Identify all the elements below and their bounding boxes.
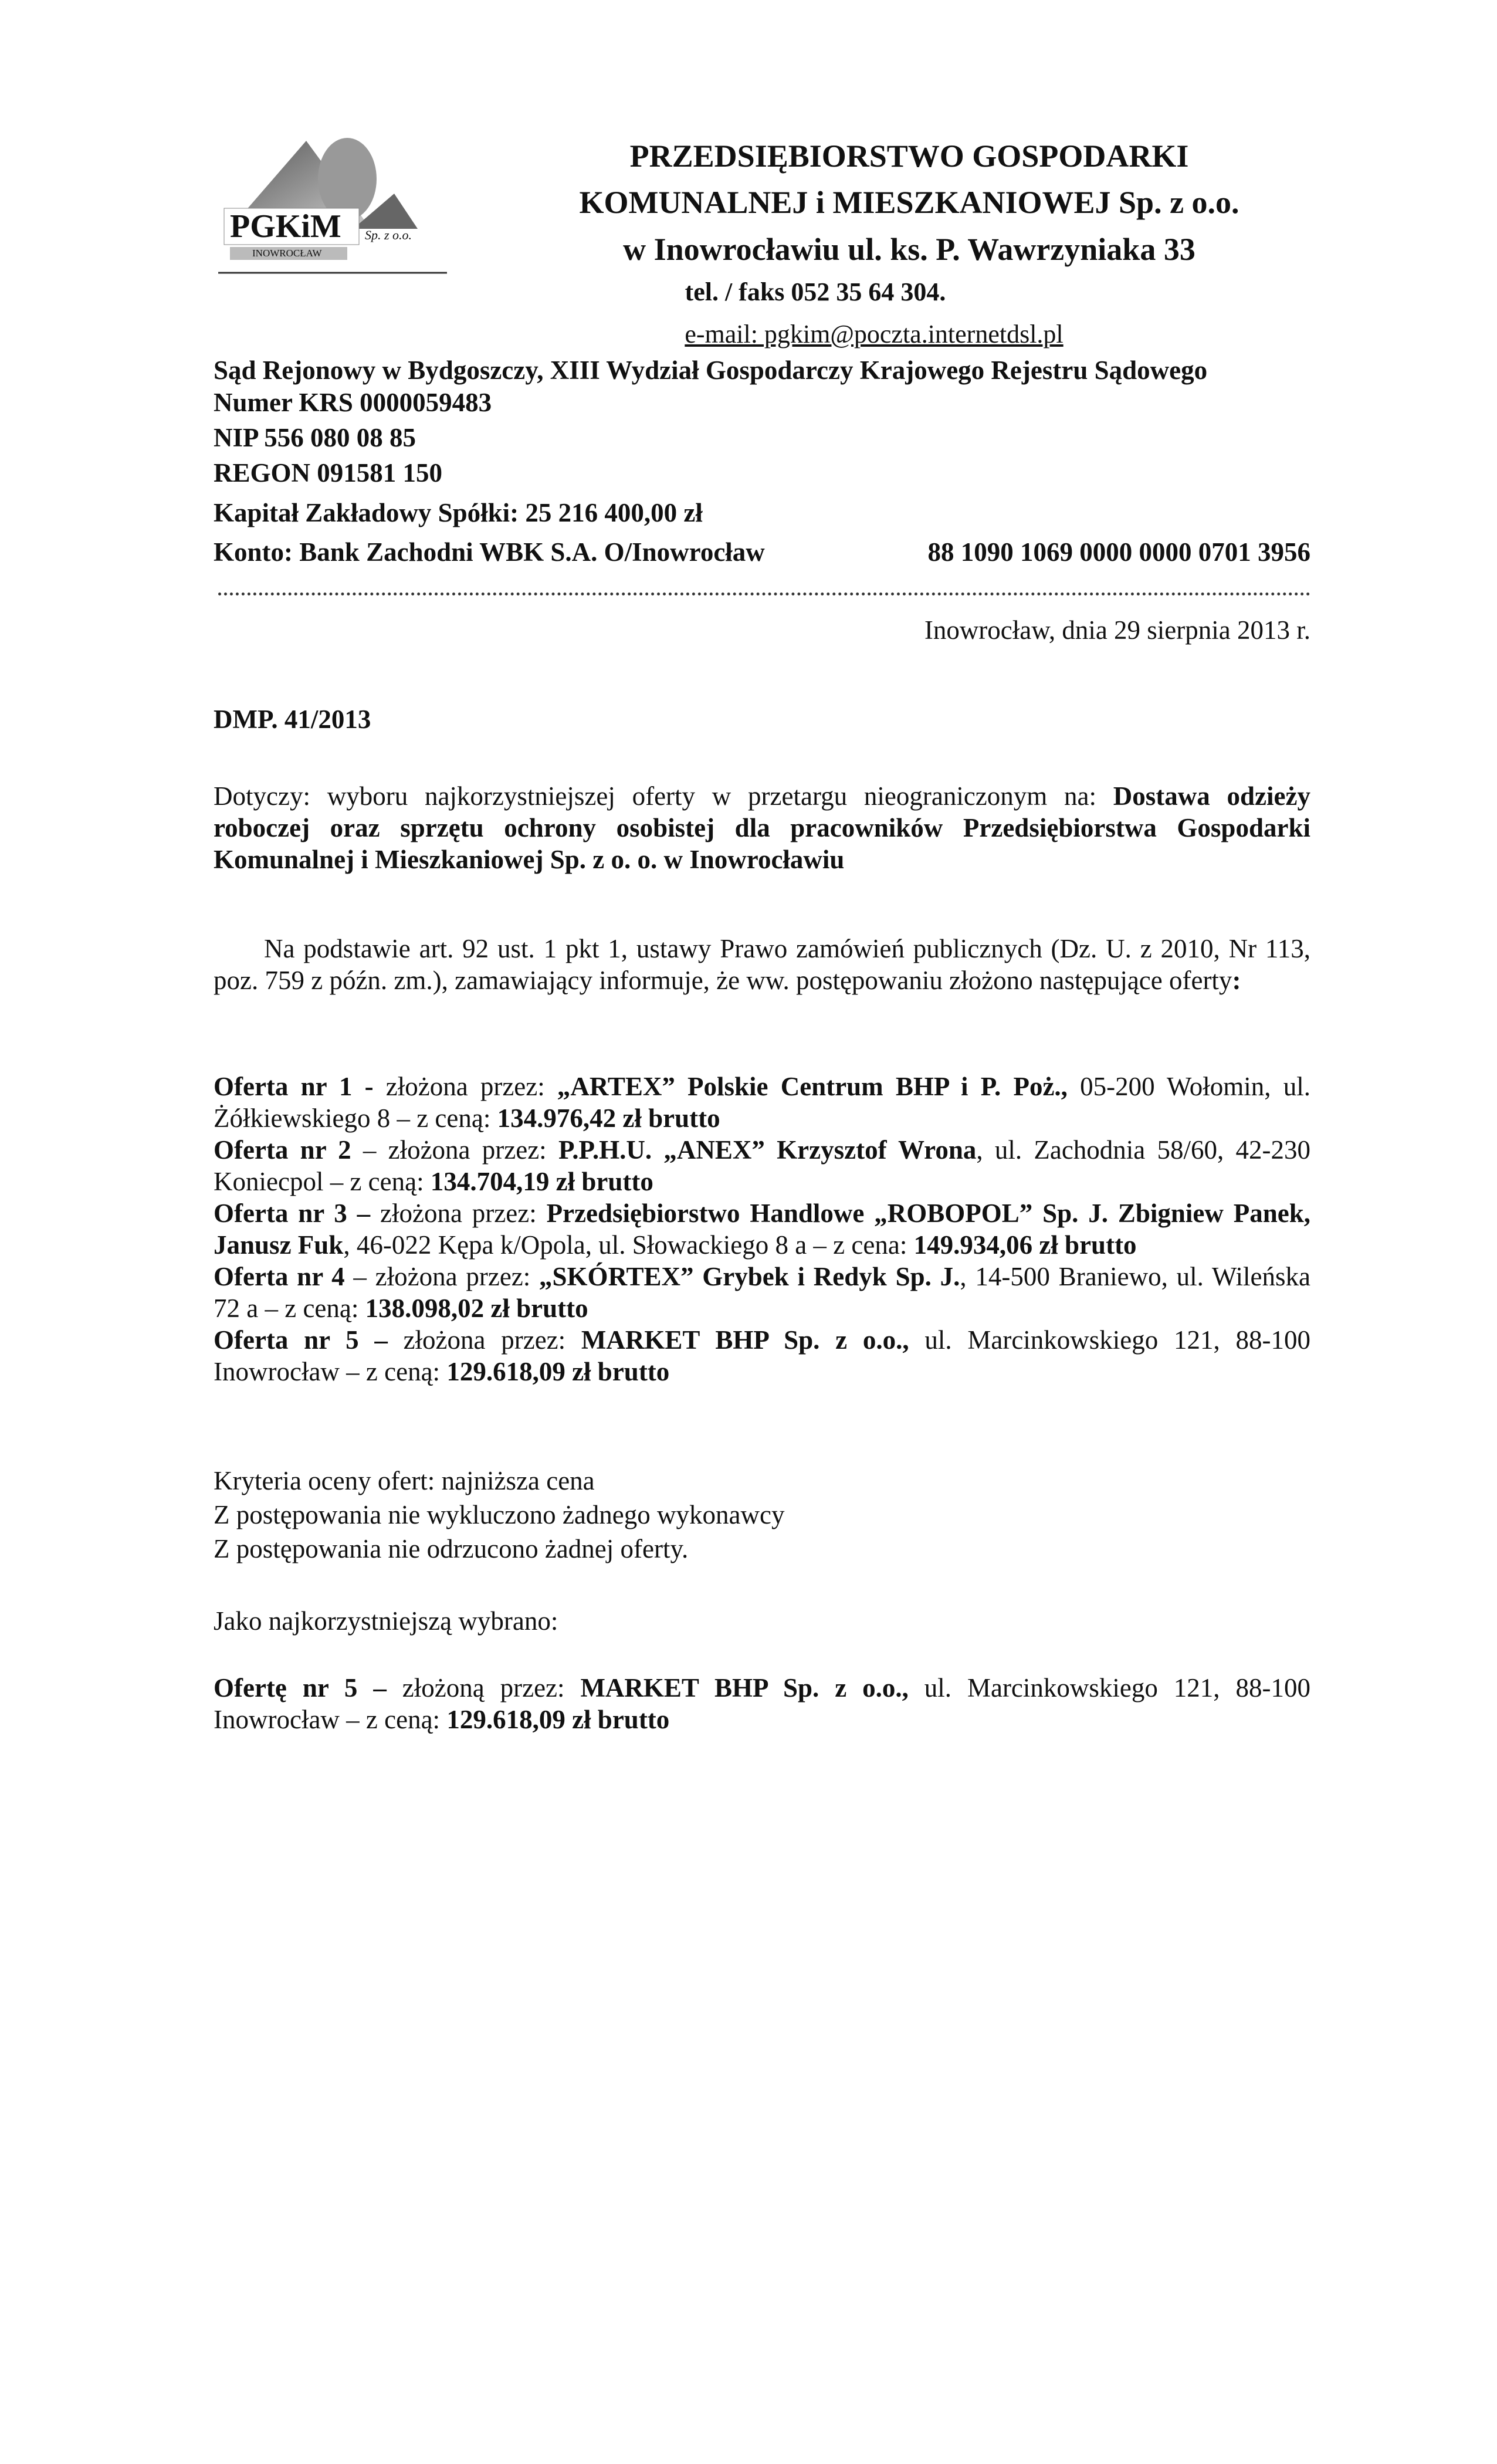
company-email[interactable]: e-mail: pgkim@poczta.internetdsl.pl — [685, 320, 1064, 348]
offers-list — [214, 1071, 1310, 1387]
offer-by: – złożona przez: — [344, 1262, 540, 1291]
selected-company: MARKET BHP Sp. z o.o., — [580, 1673, 909, 1703]
criteria-line: Z postępowania nie odrzucono żadnej oferty. — [214, 1534, 689, 1563]
offer-company: „ARTEX” Polskie Centrum BHP i P. Poż., — [557, 1072, 1068, 1101]
offer-address: , 46-022 Kępa k/Opola, ul. Słowackiego 8 a – z cena: — [343, 1230, 914, 1260]
company-phone: tel. / faks 052 35 64 304. — [685, 277, 946, 306]
offer-address: 05-200 Wołomin, ul. Żółkiewskiego 8 – z ceną: — [214, 1072, 1310, 1133]
selected-label: Ofertę nr 5 – — [214, 1673, 387, 1703]
logo-suffix: Sp. z o.o. — [365, 228, 412, 242]
company-address: w Inowrocławiu ul. ks. P. Wawrzyniaka 33 — [623, 232, 1195, 267]
offer-price: 134.704,19 zł brutto — [430, 1167, 653, 1196]
offer-item — [214, 1071, 1310, 1134]
subject — [214, 780, 1310, 875]
intro-colon: : — [1232, 966, 1241, 995]
offer-by: – złożona przez: — [351, 1135, 558, 1165]
company-logo — [218, 129, 453, 282]
reference-number: DMP. 41/2013 — [214, 705, 371, 734]
separator-dotted — [218, 593, 1310, 595]
offer-company: „SKÓRTEX” Grybek i Redyk Sp. J. — [539, 1262, 960, 1291]
offer-price: 149.934,06 zł brutto — [913, 1230, 1137, 1260]
subject-title: Dostawa odzieży roboczej oraz sprzętu ochrony osobistej dla pracowników Przedsiębiorstwa Gospodarki Komunalnej i Mieszkaniowej Sp. z o. o. w Inowrocławiu — [214, 781, 1310, 874]
share-capital: Kapitał Zakładowy Spółki: 25 216 400,00 zł — [214, 498, 703, 527]
offer-address: , 14-500 Braniewo, ul. Wileńska 72 a – z ceną: — [214, 1262, 1310, 1323]
bank-account-name: Konto: Bank Zachodni WBK S.A. O/Inowrocław — [214, 537, 765, 567]
document-date: Inowrocław, dnia 29 sierpnia 2013 r. — [924, 615, 1310, 645]
offer-label: Oferta nr 3 – — [214, 1199, 371, 1228]
selected-intro: Jako najkorzystniejszą wybrano: — [214, 1606, 558, 1636]
logo-subtext: INOWROCŁAW — [252, 248, 322, 259]
intro-text: Na podstawie art. 92 ust. 1 pkt 1, ustawy Prawo zamówień publicznych (Dz. U. z 2010, Nr 113, poz. 759 z późn. zm.), zamawiający informuje, że ww. postępowaniu złożono następujące oferty — [214, 934, 1310, 995]
offer-address: ul. Marcinkowskiego 121, 88-100 Inowrocław – z ceną: — [214, 1325, 1310, 1386]
regon-number: REGON 091581 150 — [214, 458, 443, 488]
evaluation-criteria — [214, 1464, 1310, 1566]
company-name-line1: PRZEDSIĘBIORSTWO GOSPODARKI — [629, 138, 1189, 174]
company-name-line2: KOMUNALNEJ i MIESZKANIOWEJ Sp. z o.o. — [579, 185, 1239, 220]
selected-offer — [214, 1672, 1310, 1735]
offer-price: 138.098,02 zł brutto — [365, 1294, 588, 1323]
offer-by: złożona przez: — [370, 1199, 547, 1228]
offer-item — [214, 1134, 1310, 1197]
offer-address: , ul. Zachodnia 58/60, 42-230 Koniecpol – z ceną: — [214, 1135, 1311, 1196]
offer-label: Oferta nr 2 — [214, 1135, 351, 1165]
criteria-line: Z postępowania nie wykluczono żadnego wykonawcy — [214, 1500, 785, 1529]
subject-prefix: Dotyczy: wyboru najkorzystniejszej oferty w przetargu nieograniczonym na: — [214, 781, 1097, 811]
offer-label: Oferta nr 1 - — [214, 1072, 374, 1101]
offer-company: Przedsiębiorstwo Handlowe „ROBOPOL” Sp. J. Zbigniew Panek, Janusz Fuk — [214, 1199, 1310, 1260]
court-registry: Sąd Rejonowy w Bydgoszczy, XIII Wydział Gospodarczy Krajowego Rejestru Sądowego — [214, 356, 1208, 385]
bank-account-row — [214, 537, 1310, 567]
offer-label: Oferta nr 5 – — [214, 1325, 388, 1355]
krs-number: Numer KRS 0000059483 — [214, 388, 492, 417]
criteria-line: Kryteria oceny ofert: najniższa cena — [214, 1466, 595, 1495]
offer-price: 134.976,42 zł brutto — [497, 1104, 720, 1133]
nip-number: NIP 556 080 08 85 — [214, 423, 416, 452]
bank-account-number: 88 1090 1069 0000 0000 0701 3956 — [927, 537, 1310, 567]
offer-label: Oferta nr 4 — [214, 1262, 345, 1291]
offer-by: złożona przez: — [373, 1072, 557, 1101]
offer-by: złożona przez: — [387, 1325, 581, 1355]
offer-price: 129.618,09 zł brutto — [446, 1357, 670, 1386]
offer-item — [214, 1261, 1310, 1324]
selected-price: 129.618,09 zł brutto — [446, 1705, 670, 1734]
offer-company: P.P.H.U. „ANEX” Krzysztof Wrona — [558, 1135, 977, 1165]
intro-paragraph — [214, 933, 1310, 996]
offer-item — [214, 1324, 1310, 1387]
selected-by: złożoną przez: — [386, 1673, 581, 1703]
offer-item — [214, 1197, 1310, 1261]
logo-text: PGKiM — [230, 208, 341, 245]
offer-company: MARKET BHP Sp. z o.o., — [581, 1325, 909, 1355]
selected-address: ul. Marcinkowskiego 121, 88-100 Inowrocław – z ceną: — [214, 1673, 1310, 1734]
